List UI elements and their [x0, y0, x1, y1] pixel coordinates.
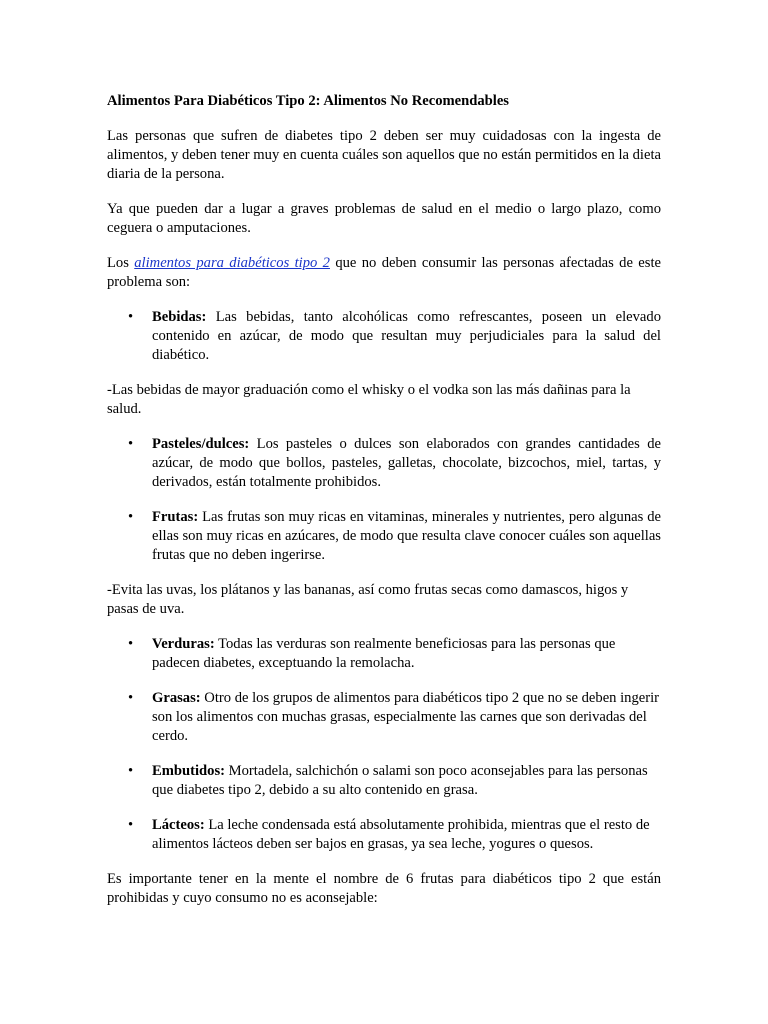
list-item-description: Mortadela, salchichón o salami son poco aconsejables para las personas que diabetes tipo 2, debido a su alto contenido en grasa.: [152, 763, 648, 798]
list-item-term: Embutidos:: [152, 763, 225, 779]
bullet-icon: •: [128, 636, 134, 652]
list-item-pasteles: [107, 435, 661, 492]
list-item-term: Bebidas:: [152, 309, 207, 325]
list-item-text: [152, 435, 661, 492]
bullet-icon: •: [128, 509, 134, 525]
lead-paragraph: [107, 254, 661, 292]
bullet-icon: •: [128, 436, 134, 452]
consequence-paragraph: Ya que pueden dar a lugar a graves problemas de salud en el medio o largo plazo, como ceguera o amputaciones.: [107, 201, 661, 236]
list-item-embutidos: [107, 762, 661, 800]
fruits-note: -Evita las uvas, los plátanos y las bananas, así como frutas secas como damascos, higos y pasas de uva.: [107, 582, 629, 617]
list-item-description: Las bebidas, tanto alcohólicas como refrescantes, poseen un elevado contenido en azúcar, de modo que resultan muy perjudiciales para la salud del diabético.: [152, 309, 661, 363]
food-list-other: [107, 635, 661, 854]
list-item-term: Pasteles/dulces:: [152, 436, 250, 452]
list-item-term: Frutas:: [152, 509, 199, 525]
bullet-icon: •: [128, 763, 134, 779]
list-item-frutas: [107, 508, 661, 565]
food-list-drinks: [107, 308, 661, 365]
list-item-description: La leche condensada está absolutamente prohibida, mientras que el resto de alimentos lácteos deben ser bajos en grasas, ya sea leche, yogures o quesos.: [152, 817, 650, 852]
lead-text-before: Los: [107, 255, 135, 271]
lead-text-after: que no deben consumir las personas afectadas de este problema son:: [107, 255, 661, 290]
bullet-icon: •: [128, 817, 134, 833]
document-title: Alimentos Para Diabéticos Tipo 2: Alimentos No Recomendables: [107, 93, 509, 109]
closing-paragraph: Es importante tener en la mente el nombre de 6 frutas para diabéticos tipo 2 que están prohibidas y cuyo consumo no es aconsejable:: [107, 871, 661, 906]
drinks-note: -Las bebidas de mayor graduación como el whisky o el vodka son las más dañinas para la salud.: [107, 382, 631, 417]
food-list-sweets-fruits: [107, 435, 661, 565]
list-item-term: Verduras:: [152, 636, 215, 652]
list-item-text: [152, 635, 661, 673]
list-item-text: [152, 308, 661, 365]
list-item-description: Los pasteles o dulces son elaborados con grandes cantidades de azúcar, de modo que bollos, pasteles, galletas, chocolate, bizcochos, miel, tartas, y derivados, están totalmente prohibidos.: [152, 436, 661, 490]
list-item-bebidas: [107, 308, 661, 365]
intro-paragraph: Las personas que sufren de diabetes tipo 2 deben ser muy cuidadosas con la ingesta de alimentos, y deben tener muy en cuenta cuáles son aquellos que no están permitidos en la dieta diaria de la persona.: [107, 128, 661, 182]
list-item-text: [152, 762, 661, 800]
list-item-term: Lácteos:: [152, 817, 205, 833]
bullet-icon: •: [128, 690, 134, 706]
list-item-text: [152, 508, 661, 565]
list-item-description: Todas las verduras son realmente beneficiosas para las personas que padecen diabetes, exceptuando la remolacha.: [152, 636, 616, 671]
bullet-icon: •: [128, 309, 134, 325]
list-item-text: [152, 816, 661, 854]
list-item-description: Las frutas son muy ricas en vitaminas, minerales y nutrientes, pero algunas de ellas son muy ricas en azúcares, de modo que resulta clave conocer cuáles son aquellas frutas que no deben ingerirse.: [152, 509, 661, 563]
list-item-description: Otro de los grupos de alimentos para diabéticos tipo 2 que no se deben ingerir son los alimentos con muchas grasas, especialmente las carnes que son derivadas del cerdo.: [152, 690, 660, 744]
list-item-text: [152, 689, 661, 746]
list-item-verduras: [107, 635, 661, 673]
diabetic-foods-link[interactable]: alimentos para diabéticos tipo 2: [134, 255, 330, 271]
list-item-grasas: [107, 689, 661, 746]
list-item-lacteos: [107, 816, 661, 854]
list-item-term: Grasas:: [152, 690, 201, 706]
